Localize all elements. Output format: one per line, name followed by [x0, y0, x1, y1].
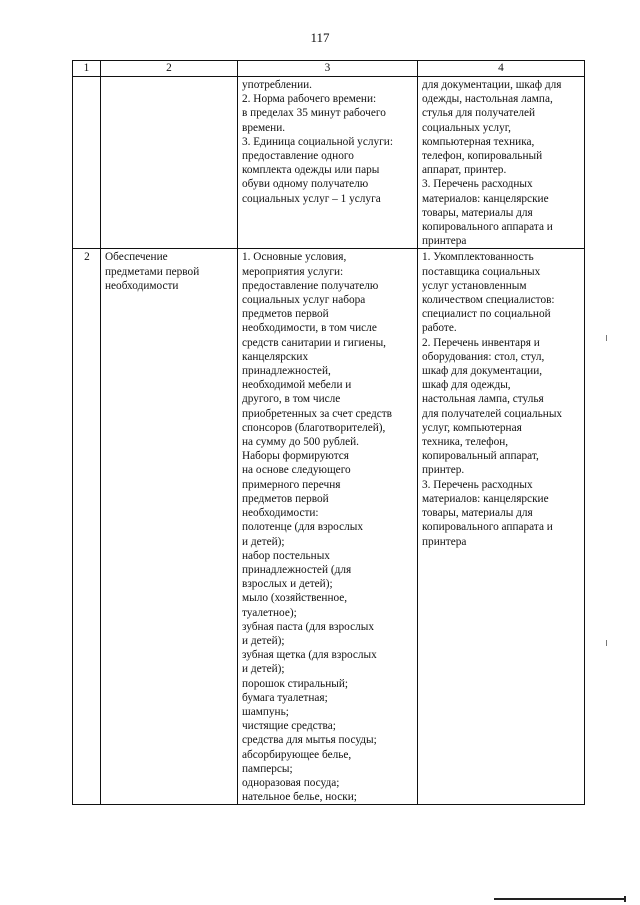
text-line: чистящие средства;: [242, 720, 336, 733]
margin-mark: [606, 335, 607, 341]
text-line: товары, материалы для: [422, 206, 533, 219]
bottom-edge-tick: [624, 896, 626, 902]
service-name-cell: [101, 77, 238, 249]
text-line: предметов первой: [242, 308, 329, 321]
row-number-cell: 2: [73, 249, 101, 805]
text-line: необходимости:: [242, 507, 319, 520]
text-line: на основе следующего: [242, 464, 351, 477]
bottom-edge-line: [494, 898, 624, 900]
text-line: необходимой мебели и: [242, 379, 352, 392]
column-number-4: 4: [418, 61, 585, 77]
text-line: принтера: [422, 535, 467, 548]
text-line: оборудования: стол, стул,: [422, 350, 545, 363]
text-line: шкаф для одежды,: [422, 379, 511, 392]
text-line: средства для мытья посуды;: [242, 734, 377, 747]
column-number-row: [73, 61, 585, 77]
text-line: предметами первой: [105, 265, 200, 278]
text-line: копировального аппарата и: [422, 221, 553, 234]
text-line: социальных услуг,: [422, 121, 511, 134]
text-line: материалов: канцелярские: [422, 192, 549, 205]
text-line: 3. Перечень расходных: [422, 478, 533, 491]
text-line: шампунь;: [242, 705, 289, 718]
text-line: средств санитарии и гигиены,: [242, 336, 386, 349]
text-line: на сумму до 500 рублей.: [242, 436, 359, 449]
text-line: Обеспечение: [105, 251, 168, 264]
text-line: компьютерная техника,: [422, 135, 535, 148]
text-line: взрослых и детей);: [242, 578, 333, 591]
text-line: полотенце (для взрослых: [242, 521, 363, 534]
text-line: абсорбирующее белье,: [242, 748, 352, 761]
text-line: и детей);: [242, 535, 285, 548]
table-body: [73, 61, 585, 805]
text-line: 1. Основные условия,: [242, 251, 347, 264]
text-line: другого, в том числе: [242, 393, 341, 406]
text-line: телефон, копировальный: [422, 150, 543, 163]
text-line: шкаф для документации,: [422, 365, 543, 378]
text-line: услуг, компьютерная: [422, 421, 522, 434]
text-line: и детей);: [242, 663, 285, 676]
text-line: в пределах 35 минут рабочего: [242, 107, 386, 120]
text-line: принтера: [422, 235, 467, 248]
service-resources-cell: [418, 77, 585, 249]
text-line: количеством специалистов:: [422, 294, 555, 307]
text-line: одежды, настольная лампа,: [422, 93, 553, 106]
text-line: поставщика социальных: [422, 265, 541, 278]
service-resources-cell: [418, 249, 585, 805]
text-line: набор постельных: [242, 549, 330, 562]
service-conditions-cell: [238, 249, 418, 805]
text-line: специалист по социальной: [422, 308, 551, 321]
text-line: аппарат, принтер.: [422, 164, 507, 177]
column-number-3: 3: [238, 61, 418, 77]
table-row: [73, 249, 585, 805]
text-line: комплекта одежды или пары: [242, 164, 380, 177]
text-line: 1. Укомплектованность: [422, 251, 534, 264]
text-line: для получателей социальных: [422, 407, 563, 420]
text-line: принадлежностей,: [242, 365, 331, 378]
text-line: одноразовая посуда;: [242, 776, 340, 789]
text-line: социальных услуг – 1 услуга: [242, 192, 381, 205]
text-line: бумага туалетная;: [242, 691, 328, 704]
text-line: и детей);: [242, 634, 285, 647]
text-line: зубная паста (для взрослых: [242, 620, 374, 633]
text-line: для документации, шкаф для: [422, 79, 562, 91]
margin-mark: [606, 640, 607, 646]
text-line: необходимости, в том числе: [242, 322, 377, 335]
row-number-cell: [73, 77, 101, 249]
text-line: 2. Норма рабочего времени:: [242, 93, 377, 106]
text-line: 3. Перечень расходных: [422, 178, 533, 191]
text-line: нательное белье, носки;: [242, 791, 357, 804]
text-line: предоставление одного: [242, 150, 354, 163]
page-number: 117: [310, 30, 330, 45]
text-line: копировальный аппарат,: [422, 450, 539, 463]
text-line: настольная лампа, стулья: [422, 393, 544, 406]
text-line: мыло (хозяйственное,: [242, 592, 348, 605]
text-line: порошок стиральный;: [242, 677, 349, 690]
text-line: необходимости: [105, 279, 179, 292]
text-line: употреблении.: [242, 79, 313, 91]
text-line: 2. Перечень инвентаря и: [422, 336, 540, 349]
text-line: предметов первой: [242, 492, 329, 505]
text-line: обуви одному получателю: [242, 178, 369, 191]
text-line: примерного перечня: [242, 478, 341, 491]
text-line: социальных услуг набора: [242, 294, 366, 307]
services-table: [72, 60, 585, 805]
text-line: памперсы;: [242, 762, 293, 775]
column-number-1: 1: [73, 61, 101, 77]
text-line: времени.: [242, 121, 286, 134]
text-line: мероприятия услуги:: [242, 265, 344, 278]
service-name-cell: [101, 249, 238, 805]
text-line: принтер.: [422, 464, 465, 477]
text-line: спонсоров (благотворителей),: [242, 421, 386, 434]
text-line: зубная щетка (для взрослых: [242, 649, 377, 662]
text-line: работе.: [422, 322, 457, 335]
text-line: техника, телефон,: [422, 436, 509, 449]
text-line: стулья для получателей: [422, 107, 536, 120]
text-line: материалов: канцелярские: [422, 492, 549, 505]
text-line: Наборы формируются: [242, 450, 349, 463]
text-line: принадлежностей (для: [242, 563, 352, 576]
text-line: канцелярских: [242, 350, 309, 363]
text-line: туалетное);: [242, 606, 297, 619]
text-line: товары, материалы для: [422, 507, 533, 520]
text-line: копировального аппарата и: [422, 521, 553, 534]
text-line: предоставление получателю: [242, 279, 379, 292]
column-number-2: 2: [101, 61, 238, 77]
text-line: услуг установленным: [422, 279, 527, 292]
table-row: [73, 77, 585, 249]
text-line: приобретенных за счет средств: [242, 407, 393, 420]
text-line: 3. Единица социальной услуги:: [242, 135, 393, 148]
service-conditions-cell: [238, 77, 418, 249]
